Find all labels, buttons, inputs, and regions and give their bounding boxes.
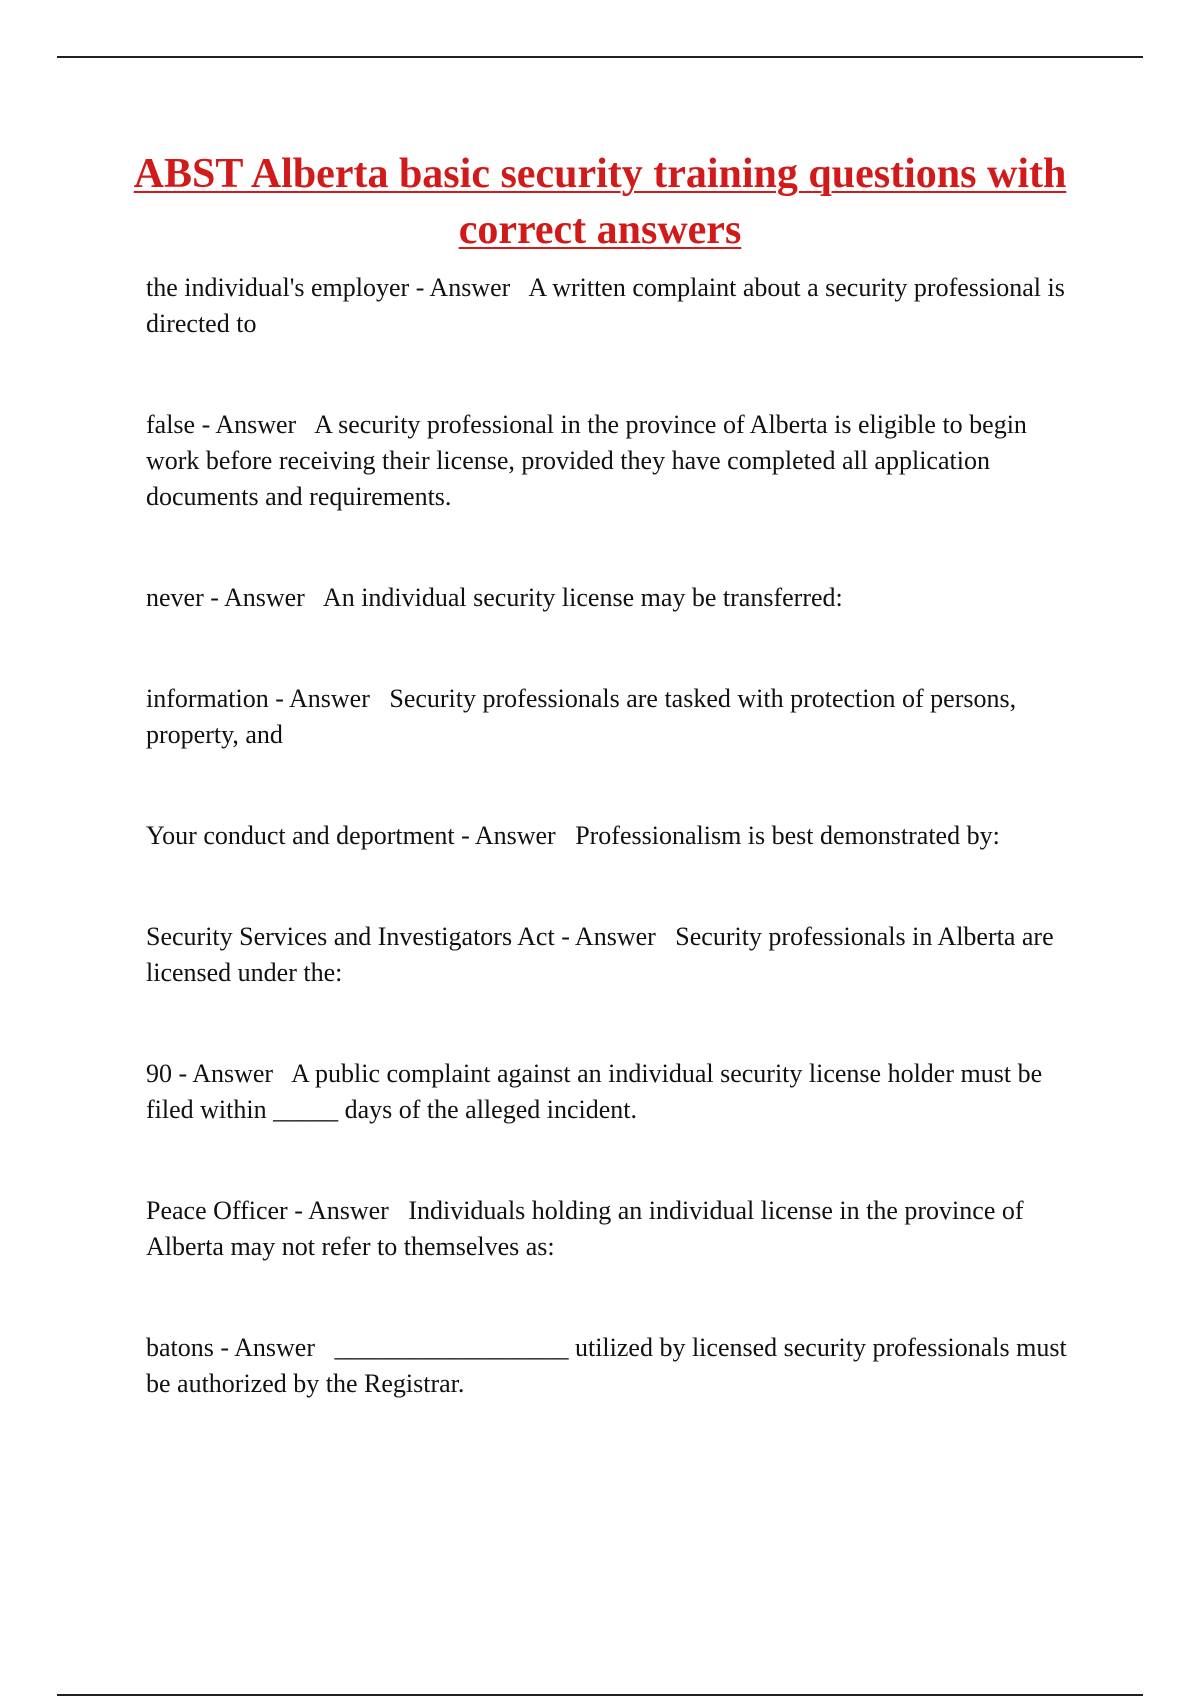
- qa-item: [146, 681, 1086, 753]
- qa-item: [146, 1193, 1086, 1265]
- answer-text: information: [146, 684, 269, 713]
- answer-text: Your conduct and deportment: [146, 821, 455, 850]
- qa-item: [146, 407, 1086, 515]
- qa-item: [146, 1056, 1086, 1128]
- question-text: A public complaint against an individual security license holder must be filed within _____ days of the alleged incident.: [146, 1059, 1043, 1124]
- answer-separator: - Answer: [195, 410, 315, 439]
- question-text: Professionalism is best demonstrated by:: [575, 821, 1000, 850]
- answer-text: Security Services and Investigators Act: [146, 922, 555, 951]
- answer-text: batons: [146, 1333, 214, 1362]
- bottom-rule: [57, 1694, 1143, 1696]
- answer-separator: - Answer: [268, 684, 390, 713]
- qa-item: [146, 270, 1086, 342]
- answer-text: never: [146, 583, 204, 612]
- question-text: A written complaint about a security professional is directed to: [146, 273, 1065, 338]
- answer-separator: - Answer: [213, 1333, 335, 1362]
- qa-item: [146, 1330, 1086, 1402]
- qa-list: [146, 270, 1086, 1402]
- answer-text: 90: [146, 1059, 172, 1088]
- qa-item: [146, 818, 1086, 854]
- answer-separator: - Answer: [409, 273, 529, 302]
- question-text: Security professionals in Alberta are licensed under the:: [146, 922, 1054, 987]
- answer-separator: - Answer: [554, 922, 676, 951]
- answer-separator: - Answer: [287, 1196, 409, 1225]
- answer-separator: - Answer: [454, 821, 576, 850]
- answer-separator: - Answer: [172, 1059, 292, 1088]
- qa-item: [146, 580, 1086, 616]
- answer-text: Peace Officer: [146, 1196, 288, 1225]
- page-title: ABST Alberta basic security training questions with correct answers: [133, 151, 1067, 253]
- question-text: A security professional in the province of Alberta is eligible to begin work before receiving their license, provided they have completed all application documents and requirements.: [146, 410, 1027, 511]
- question-text: Security professionals are tasked with protection of persons, property, and: [146, 684, 1017, 749]
- top-rule: [57, 56, 1143, 58]
- qa-item: [146, 919, 1086, 991]
- answer-text: the individual's employer: [146, 273, 410, 302]
- answer-text: false: [146, 410, 196, 439]
- question-text: __________________ utilized by licensed security professionals must be authorized by the Registrar.: [146, 1333, 1067, 1398]
- question-text: Individuals holding an individual license in the province of Alberta may not refer to themselves as:: [146, 1196, 1024, 1261]
- answer-separator: - Answer: [203, 583, 323, 612]
- question-text: An individual security license may be transferred:: [322, 583, 843, 612]
